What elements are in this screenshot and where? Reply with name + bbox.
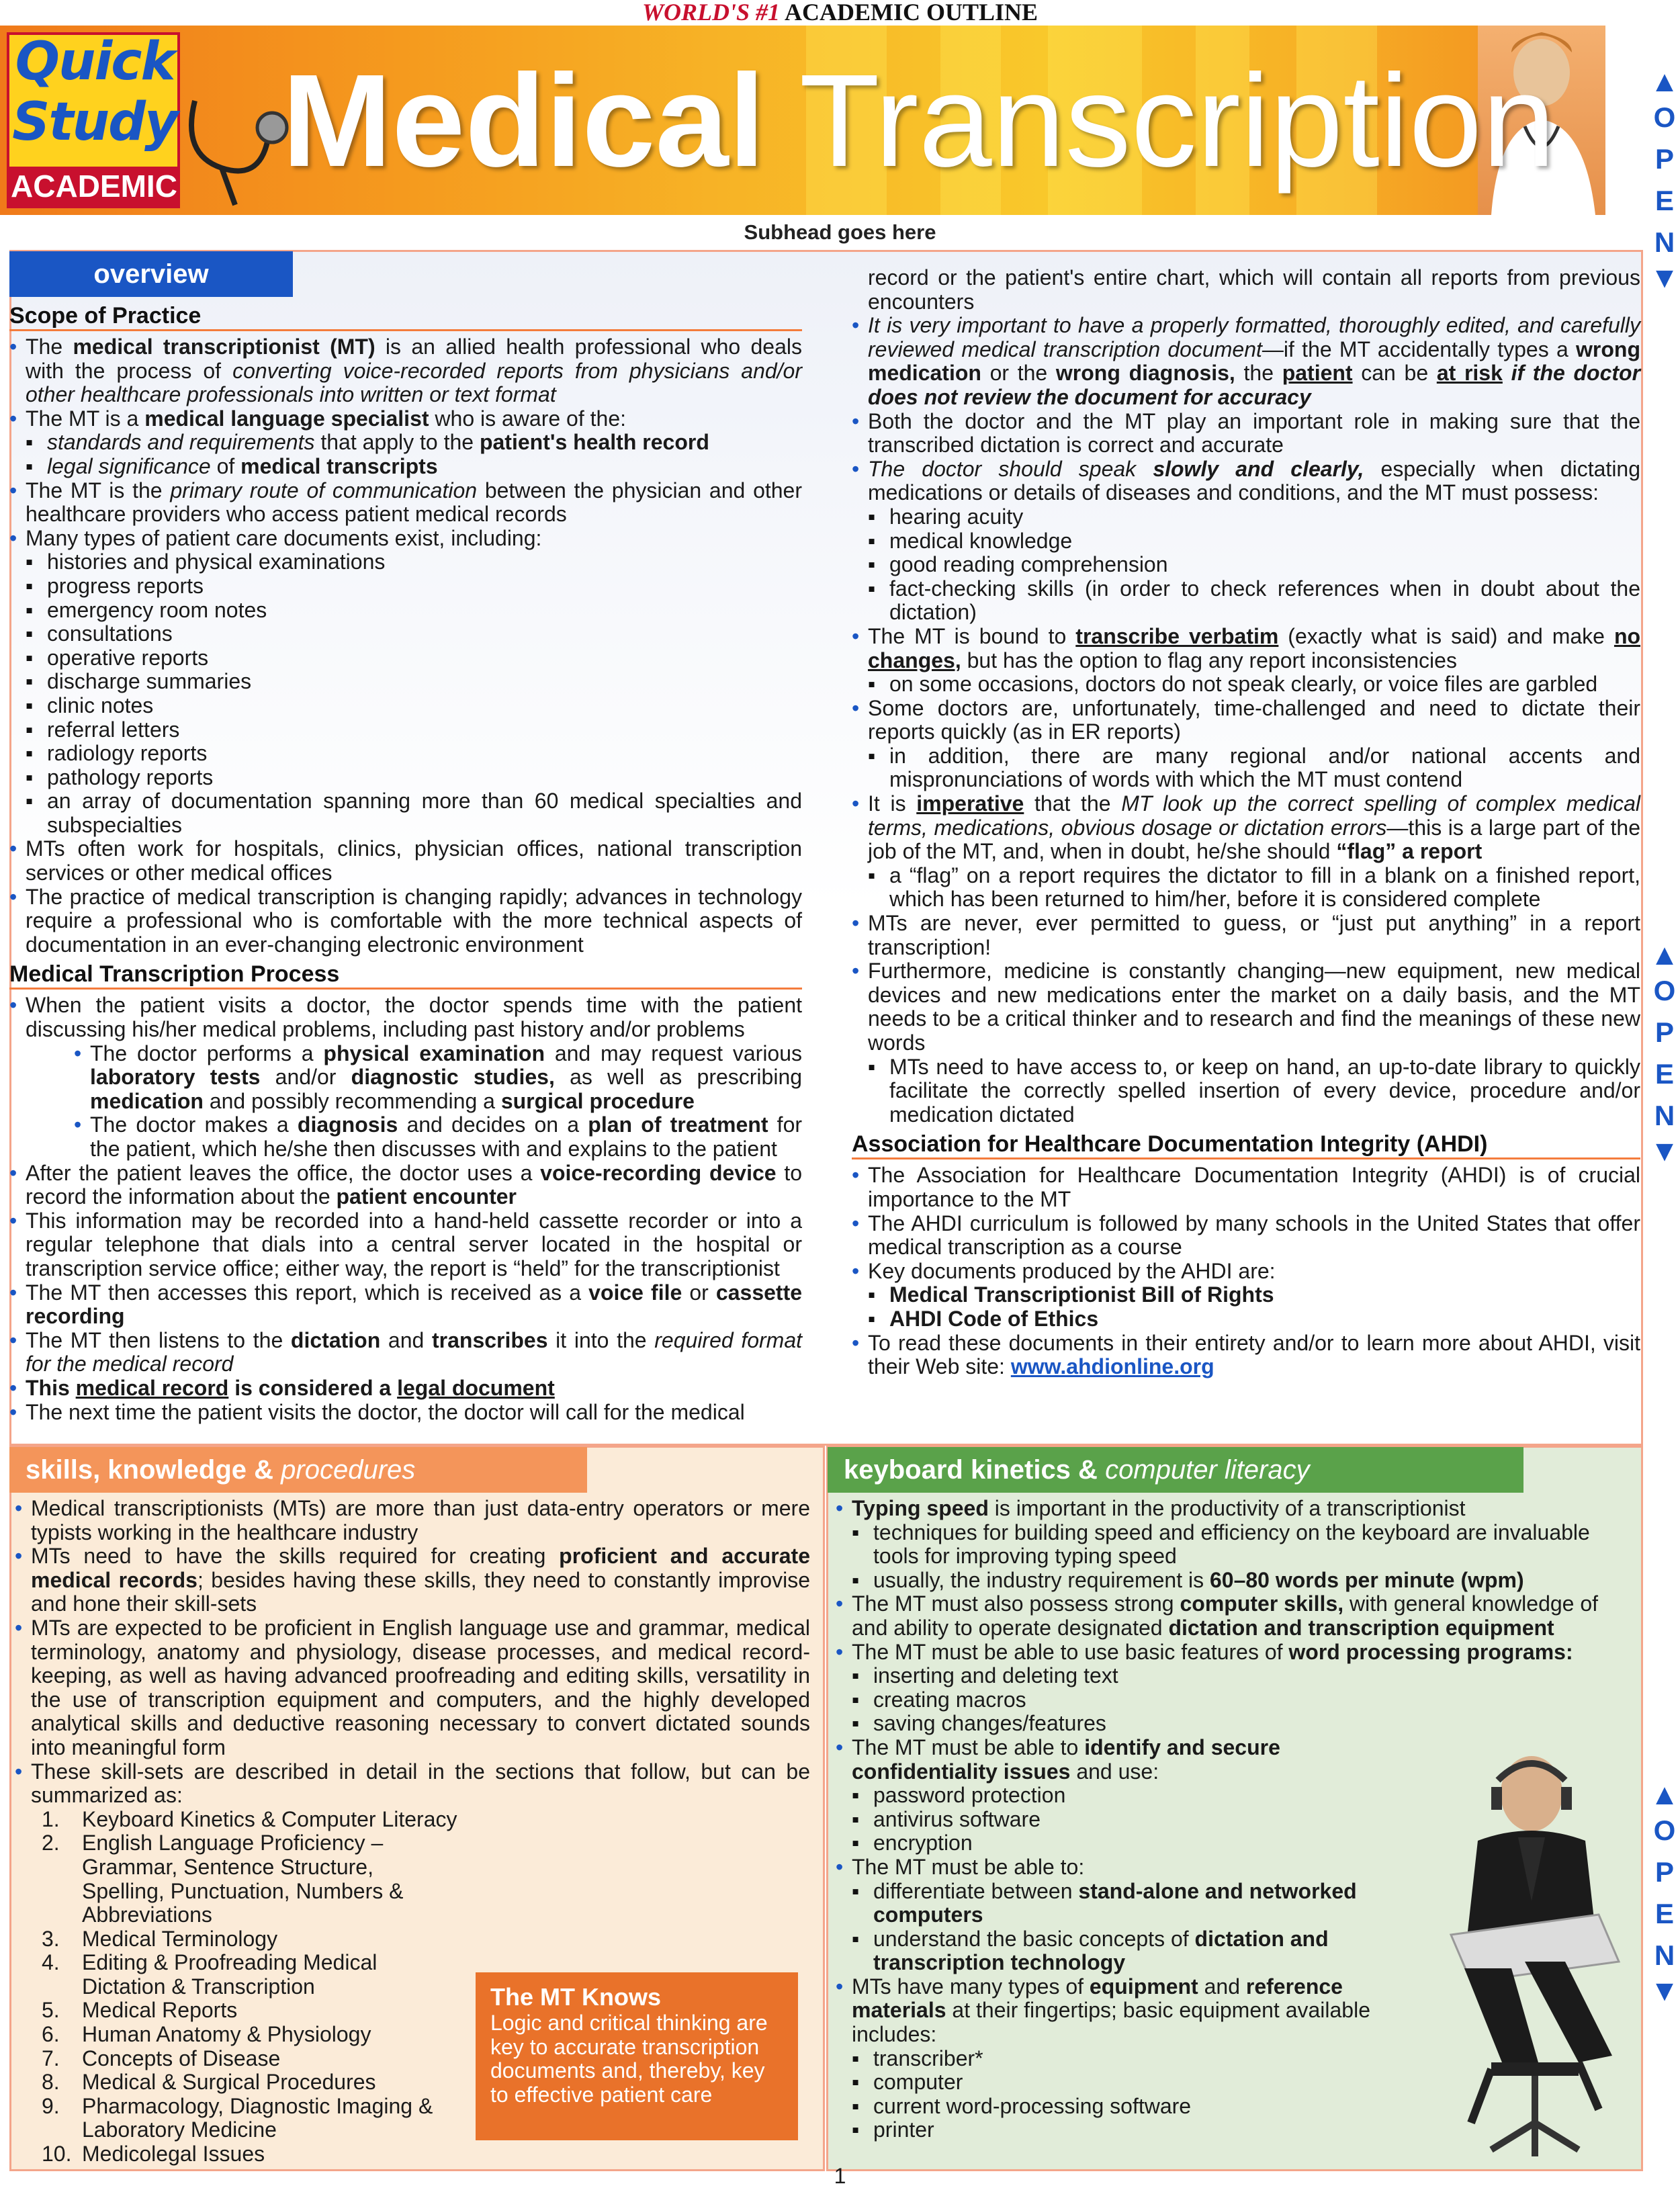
arrow-up-icon: ▲ — [1650, 65, 1679, 98]
stethoscope-icon — [181, 94, 296, 208]
list-item: ▪ on some occasions, doctors do not speak clearly, or voice files are garbled — [852, 672, 1640, 697]
list-item: ▪ pathology reports — [9, 766, 802, 790]
list-item: • The doctor makes a diagnosis and decides on a plan of treatment for the patient, which he/she then discusses with and explains to the patient — [9, 1113, 802, 1161]
list-item: • The medical transcriptionist (MT) is an allied health professional who deals with the process of converting voice-recorded reports from physicians and/or other healthcare professionals into written or text format — [9, 335, 802, 407]
list-item: 3. Medical Terminology — [42, 1926, 278, 1951]
mt-knows-title: The MT Knows — [490, 1983, 661, 2011]
ahdi-website-link[interactable]: www.ahdionline.org — [1010, 1354, 1214, 1379]
list-item: ▪ fact-checking skills (in order to check references when in doubt about the dictation) — [852, 577, 1640, 625]
list-item: ▪ printer — [836, 2118, 1413, 2142]
list-item: • Many types of patient care documents exist, including: — [9, 527, 802, 551]
list-item: 5. Medical Reports — [42, 1998, 238, 2023]
logo-academic: ACADEMIC — [9, 167, 179, 206]
list-item: • The doctor performs a physical examination and may request various laboratory tests and/or diagnostic studies, as well as prescribing medication and possibly recommending a surgical procedure — [9, 1042, 802, 1114]
arrow-down-icon: ▼ — [1650, 261, 1679, 294]
list-item: ▪ MTs need to have access to, or keep on hand, an up-to-date library to quickly facilitate the correctly spelled insertion of every device, procedure and/or medication dictated — [852, 1055, 1640, 1127]
list-item: ▪ legal significance of medical transcripts — [9, 455, 802, 479]
list-item: ▪ good reading comprehension — [852, 553, 1640, 577]
list-item: • It is imperative that the MT look up the correct spelling of complex medical terms, medications, obvious dosage or dictation errors—this is a large part of the job of the MT, and, when in doubt, he/she should “flag” a report — [852, 792, 1640, 864]
list-item: • MTs need to have the skills required for creating proficient and accurate medical records; besides having these skills, they need to constantly improvise and hone their skill-sets — [15, 1544, 810, 1616]
list-item: • MTs have many types of equipment and reference materials at their fingertips; basic equipment available includes: — [836, 1975, 1413, 2047]
list-item: • The MT then accesses this report, which is received as a voice file or cassette recording — [9, 1281, 802, 1329]
man-with-laptop-image — [1424, 1747, 1639, 2163]
list-item: ▪ password protection — [836, 1784, 1413, 1808]
mt-knows-box — [476, 1972, 798, 2140]
list-item: 6. Human Anatomy & Physiology — [42, 2022, 371, 2047]
list-item: ▪ usually, the industry requirement is 60–80 words per minute (wpm) — [836, 1569, 1608, 1593]
overview-left-column — [9, 298, 802, 1424]
list-item: ▪ histories and physical examinations — [9, 550, 802, 574]
list-item: • MTs are expected to be proficient in English language use and grammar, medical terminology, anatomy and physiology, disease processes, and medical record-keeping, as well as having advanced proofreading and editing skills, versatility in the use of transcription equipment and computers, and the highly developed analytical skills and deductive reasoning necessary to convert dictated sounds into meaningful form — [15, 1616, 810, 1760]
list-item: ▪ discharge summaries — [9, 670, 802, 694]
subhead: Subhead goes here — [744, 220, 936, 244]
overview-right-column — [852, 266, 1640, 1379]
list-item: • The MT is the primary route of communication between the physician and other healthcare providers who access patient medical records — [9, 479, 802, 527]
list-item: • To read these documents in their entirety and/or to learn more about AHDI, visit their Web site: www.ahdionline.org — [852, 1331, 1640, 1379]
list-item: 4. Editing & Proofreading Medical Dictation & Transcription — [42, 1950, 378, 1999]
list-item: • The AHDI curriculum is followed by many schools in the United States that offer medical transcription as a course — [852, 1212, 1640, 1260]
arrow-down-icon: ▼ — [1650, 1974, 1679, 2007]
list-item: ▪ transcriber* — [836, 2047, 1413, 2071]
overview-bar: overview — [9, 251, 293, 297]
list-item: ▪ AHDI Code of Ethics — [852, 1307, 1640, 1331]
list-item: 10. Medicolegal Issues — [42, 2142, 265, 2167]
list-item: ▪ emergency room notes — [9, 599, 802, 623]
list-item: 7. Concepts of Disease — [42, 2046, 281, 2070]
list-item: ▪ clinic notes — [9, 694, 802, 718]
list-item: ▪ encryption — [836, 1831, 1413, 1855]
list-item: • The MT then listens to the dictation and transcribes it into the required format for the medical record — [9, 1329, 802, 1376]
list-item: • The MT must also possess strong computer skills, with general knowledge of and ability to operate designated dictation and transcription equipment — [836, 1592, 1608, 1640]
mt-knows-body: Logic and critical thinking are key to accurate transcription documents and, thereby, key to effective patient care — [490, 2011, 768, 2107]
list-item: ▪ medical knowledge — [852, 529, 1640, 554]
list-item: ▪ a “flag” on a report requires the dictator to fill in a blank on a finished report, which has been returned to him/her, before it is considered complete — [852, 864, 1640, 912]
list-item: • The practice of medical transcription is changing rapidly; advances in technology require a professional who is comfortable with the more technical aspects of documentation in an ever-changing electronic environment — [9, 885, 802, 957]
list-item: • The MT must be able to identify and secure confidentiality issues and use: — [836, 1736, 1413, 1784]
list-item: • Typing speed is important in the productivity of a transcriptionist — [836, 1497, 1608, 1521]
list-item: • The MT is bound to transcribe verbatim (exactly what is said) and make no changes, but has the option to flag any report inconsistencies — [852, 625, 1640, 672]
logo-quick: Quick — [15, 32, 175, 92]
open-tab[interactable]: ▲ O P E N ▼ — [1650, 938, 1679, 1168]
process-heading: Medical Transcription Process — [9, 961, 802, 990]
list-item: ▪ computer — [836, 2070, 1413, 2095]
scope-heading: Scope of Practice — [9, 302, 802, 331]
list-item: ▪ antivirus software — [836, 1808, 1413, 1832]
logo-study: Study — [12, 92, 177, 152]
keyboard-bar: keyboard kinetics & computer literacy — [828, 1447, 1523, 1493]
list-item: ▪ radiology reports — [9, 742, 802, 766]
list-item: • Medical transcriptionists (MTs) are more than just data-entry operators or mere typists working in the healthcare industry — [15, 1497, 810, 1544]
list-item: • Some doctors are, unfortunately, time-challenged and need to dictate their reports quickly (as in ER reports) — [852, 697, 1640, 744]
list-item: • After the patient leaves the office, the doctor uses a voice-recording device to record the information about the patient encounter — [9, 1162, 802, 1209]
ahdi-heading: Association for Healthcare Documentation Integrity (AHDI) — [852, 1131, 1640, 1159]
list-item: 8. Medical & Surgical Procedures — [42, 2070, 376, 2095]
list-item: ▪ consultations — [9, 622, 802, 646]
paragraph: record or the patient's entire chart, which will contain all reports from previous encounters — [868, 265, 1640, 314]
list-item: • Key documents produced by the AHDI are: — [852, 1260, 1640, 1284]
list-item: • When the patient visits a doctor, the doctor spends time with the patient discussing his/her medical problems, including past history and/or problems — [9, 994, 802, 1041]
list-item: ▪ current word-processing software — [836, 2095, 1413, 2119]
list-item: ▪ an array of documentation spanning more than 60 medical specialties and subspecialties — [9, 789, 802, 837]
arrow-up-icon: ▲ — [1650, 938, 1679, 971]
tagline: WORLD'S #1 ACADEMIC OUTLINE — [642, 0, 1038, 26]
list-item: • This medical record is considered a legal document — [9, 1376, 802, 1401]
list-item: 2. English Language Proficiency – Grammar, Sentence Structure, Spelling, Punctuation, Numbers & Abbreviations — [42, 1831, 404, 1927]
list-item: • The MT must be able to use basic features of word processing programs: — [836, 1640, 1608, 1665]
list-item: • Furthermore, medicine is constantly changing—new equipment, new medical devices and new medications enter the market on a daily basis, and the MT needs to be a critical thinker and to research and find the meanings of these new words — [852, 959, 1640, 1055]
list-item: ▪ inserting and deleting text — [836, 1664, 1608, 1688]
arrow-down-icon: ▼ — [1650, 1135, 1679, 1168]
list-item: • The Association for Healthcare Documentation Integrity (AHDI) is of crucial importance to the MT — [852, 1164, 1640, 1211]
list-item: ▪ understand the basic concepts of dictation and transcription technology — [836, 1927, 1413, 1975]
list-item: ▪ creating macros — [836, 1688, 1608, 1712]
list-item: ▪ Medical Transcriptionist Bill of Rights — [852, 1283, 1640, 1307]
list-item: • These skill-sets are described in detail in the sections that follow, but can be summarized as: — [15, 1760, 810, 1808]
list-item: ▪ saving changes/features — [836, 1712, 1608, 1736]
list-item: • MTs are never, ever permitted to guess, or “just put anything” in a report transcription! — [852, 912, 1640, 959]
list-item: ▪ in addition, there are many regional and/or national accents and mispronunciations of words with which the MT must contend — [852, 744, 1640, 792]
list-item: • Both the doctor and the MT play an important role in making sure that the transcribed dictation is correct and accurate — [852, 410, 1640, 457]
page-number: 1 — [834, 2164, 846, 2188]
list-item: • It is very important to have a properly formatted, thoroughly edited, and carefully reviewed medical transcription document—if the MT accidentally types a wrong medication or the wrong diagnosis, the patient can be at risk if the doctor does not review the document for accuracy — [852, 314, 1640, 409]
list-item: • The next time the patient visits the doctor, the doctor will call for the medical — [9, 1401, 802, 1425]
list-item: • This information may be recorded into a hand-held cassette recorder or into a regular telephone that dials into a central server located in the hospital or transcription service office; either way, the report is “held” for the transcriptionist — [9, 1209, 802, 1281]
list-item: ▪ operative reports — [9, 646, 802, 670]
list-item: ▪ standards and requirements that apply to the patient's health record — [9, 431, 802, 455]
list-item: ▪ differentiate between stand-alone and networked computers — [836, 1880, 1413, 1927]
list-item: • The MT is a medical language specialist who is aware of the: — [9, 407, 802, 431]
list-item: • The doctor should speak slowly and clearly, especially when dictating medications or details of diseases and conditions, and the MT must possess: — [852, 457, 1640, 505]
open-tab[interactable]: ▲ O P E N ▼ — [1650, 1778, 1679, 2007]
page-title: Medical Transcription — [282, 47, 1556, 194]
list-item: ▪ progress reports — [9, 574, 802, 599]
list-item: ▪ techniques for building speed and efficiency on the keyboard are invaluable tools for improving typing speed — [836, 1521, 1608, 1569]
arrow-up-icon: ▲ — [1650, 1778, 1679, 1811]
skills-bar: skills, knowledge & procedures — [9, 1447, 587, 1493]
open-tab[interactable]: ▲ O P E N ▼ — [1650, 65, 1679, 294]
list-item: • MTs often work for hospitals, clinics, physician offices, national transcription services or other medical offices — [9, 837, 802, 885]
list-item: ▪ hearing acuity — [852, 505, 1640, 529]
list-item: ▪ referral letters — [9, 718, 802, 742]
list-item: 1. Keyboard Kinetics & Computer Literacy — [42, 1806, 457, 1831]
list-item: • The MT must be able to: — [836, 1855, 1413, 1880]
list-item: 9. Pharmacology, Diagnostic Imaging & Laboratory Medicine — [42, 2093, 433, 2142]
